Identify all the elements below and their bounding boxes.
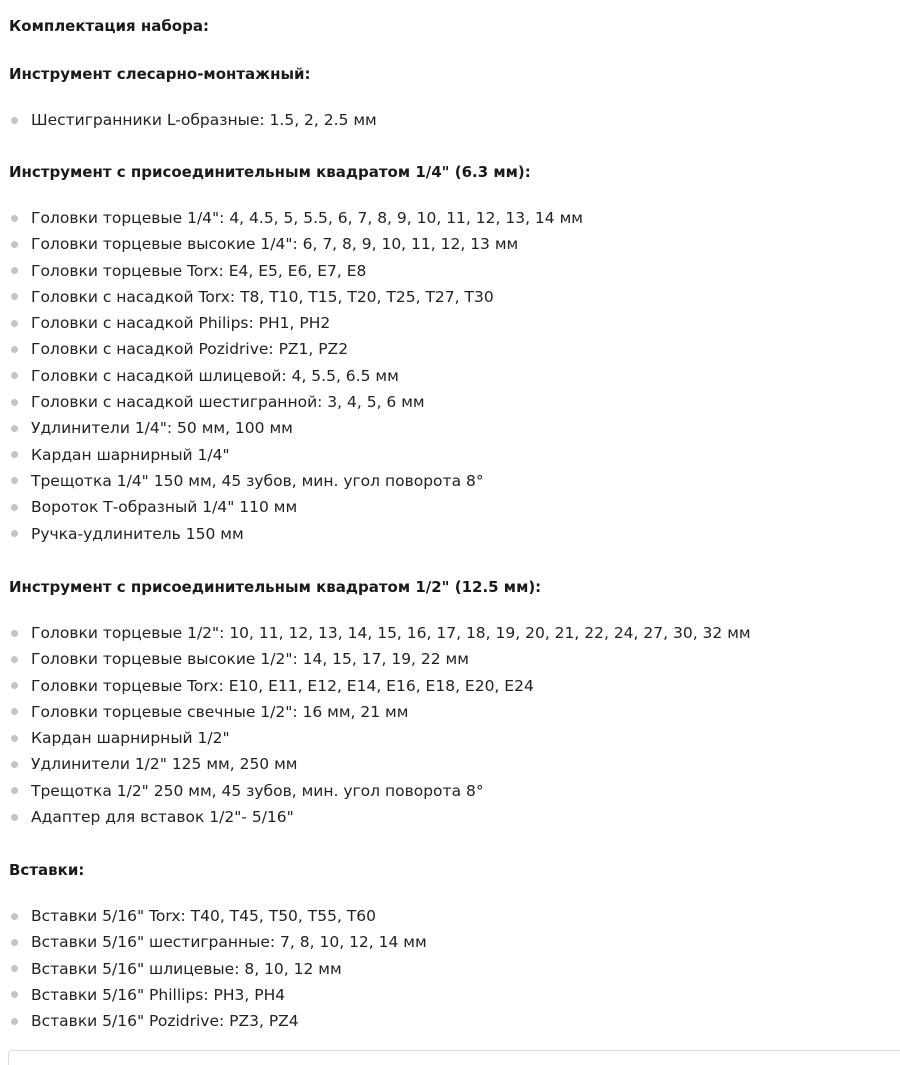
bullet-icon <box>11 787 18 794</box>
section-heading-bits: Вставки: <box>9 861 85 879</box>
bullet-icon <box>11 293 18 300</box>
bullet-icon <box>11 215 18 222</box>
list-item <box>0 751 751 777</box>
list-half-inch <box>0 620 751 830</box>
bullet-icon <box>11 708 18 715</box>
list-item-text: Головки торцевые 1/4": 4, 4.5, 5, 5.5, 6, 7, 8, 9, 10, 11, 12, 13, 14 мм <box>31 209 583 227</box>
list-item <box>0 205 583 231</box>
list-item <box>0 646 751 672</box>
bullet-icon <box>11 735 18 742</box>
list-locksmith-tools <box>0 107 377 133</box>
list-item <box>0 310 583 336</box>
list-item <box>0 494 583 520</box>
list-item-text: Ручка-удлинитель 150 мм <box>31 524 244 543</box>
list-item <box>0 336 583 362</box>
bullet-icon <box>11 814 18 821</box>
list-item-text: Шестигранники L-образные: 1.5, 2, 2.5 мм <box>31 111 377 129</box>
list-item-text: Кардан шарнирный 1/4" <box>31 445 230 464</box>
next-block-border <box>8 1050 900 1065</box>
list-item-text: Вставки 5/16" Pozidrive: PZ3, PZ4 <box>31 1012 299 1031</box>
list-item-text: Вставки 5/16" Phillips: PH3, PH4 <box>31 985 286 1004</box>
list-item <box>0 929 427 955</box>
list-item-text: Головки торцевые высокие 1/4": 6, 7, 8, 9, 10, 11, 12, 13 мм <box>31 235 519 254</box>
section-heading-locksmith-tools: Инструмент слесарно-монтажный: <box>9 65 311 83</box>
bullet-icon <box>11 530 18 537</box>
list-item-text: Кардан шарнирный 1/2" <box>31 729 230 748</box>
list-item-text: Вставки 5/16" Torx: T40, T45, T50, T55, T60 <box>31 907 377 925</box>
list-item <box>0 258 583 284</box>
list-item-text: Адаптер для вставок 1/2"- 5/16" <box>31 808 294 827</box>
page-title: Комплектация набора: <box>9 17 209 35</box>
list-item <box>0 956 427 982</box>
list-item-text: Головки торцевые высокие 1/2": 14, 15, 17, 19, 22 мм <box>31 650 469 669</box>
bullet-icon <box>11 451 18 458</box>
list-item-text: Головки с насадкой шлицевой: 4, 5.5, 6.5 мм <box>31 366 399 385</box>
bullet-icon <box>11 346 18 353</box>
bullet-icon <box>11 372 18 379</box>
list-item <box>0 1008 427 1034</box>
list-item <box>0 231 583 257</box>
bullet-icon <box>11 991 18 998</box>
list-item-text: Головки с насадкой Philips: PH1, PH2 <box>31 314 331 333</box>
bullet-icon <box>11 267 18 274</box>
list-item <box>0 778 751 804</box>
list-item-text: Трещотка 1/2" 250 мм, 45 зубов, мин. угол поворота 8° <box>31 781 484 800</box>
bullet-icon <box>11 1018 18 1025</box>
list-item-text: Удлинители 1/2" 125 мм, 250 мм <box>31 755 298 774</box>
list-item <box>0 620 751 646</box>
list-item-text: Трещотка 1/4" 150 мм, 45 зубов, мин. угол поворота 8° <box>31 471 484 490</box>
bullet-icon <box>11 913 18 920</box>
list-item-text: Головки торцевые свечные 1/2": 16 мм, 21 мм <box>31 702 409 721</box>
list-item-text: Вороток Т-образный 1/4" 110 мм <box>31 498 298 517</box>
section-heading-quarter-inch: Инструмент с присоединительным квадратом 1/4" (6.3 мм): <box>9 163 531 181</box>
list-item-text: Вставки 5/16" шестигранные: 7, 8, 10, 12, 14 мм <box>31 933 427 952</box>
list-item <box>0 468 583 494</box>
bullet-icon <box>11 630 18 637</box>
list-item <box>0 389 583 415</box>
list-item-text: Вставки 5/16" шлицевые: 8, 10, 12 мм <box>31 959 342 978</box>
bullet-icon <box>11 682 18 689</box>
list-item <box>0 442 583 468</box>
list-item-text: Удлинители 1/4": 50 мм, 100 мм <box>31 419 293 438</box>
bullet-icon <box>11 656 18 663</box>
list-item <box>0 107 377 133</box>
list-quarter-inch <box>0 205 583 547</box>
list-item <box>0 415 583 441</box>
bullet-icon <box>11 761 18 768</box>
list-item <box>0 673 751 699</box>
bullet-icon <box>11 965 18 972</box>
list-bits <box>0 903 427 1034</box>
bullet-icon <box>11 477 18 484</box>
list-item-text: Головки с насадкой Torx: T8, T10, T15, T20, T25, T27, T30 <box>31 287 494 306</box>
bullet-icon <box>11 399 18 406</box>
bullet-icon <box>11 320 18 327</box>
list-item-text: Головки с насадкой Pozidrive: PZ1, PZ2 <box>31 340 349 359</box>
bullet-icon <box>11 504 18 511</box>
list-item-text: Головки торцевые 1/2": 10, 11, 12, 13, 14, 15, 16, 17, 18, 19, 20, 21, 22, 24, 27, 30, 32 мм <box>31 624 751 642</box>
list-item <box>0 699 751 725</box>
bullet-icon <box>11 939 18 946</box>
list-item <box>0 284 583 310</box>
bullet-icon <box>11 425 18 432</box>
list-item <box>0 725 751 751</box>
bullet-icon <box>11 241 18 248</box>
list-item-text: Головки торцевые Torx: E4, E5, E6, E7, E8 <box>31 261 367 280</box>
list-item <box>0 804 751 830</box>
list-item <box>0 982 427 1008</box>
list-item <box>0 521 583 547</box>
section-heading-half-inch: Инструмент с присоединительным квадратом 1/2" (12.5 мм): <box>9 578 542 596</box>
list-item <box>0 363 583 389</box>
list-item-text: Головки с насадкой шестигранной: 3, 4, 5, 6 мм <box>31 393 425 412</box>
list-item-text: Головки торцевые Torx: E10, E11, E12, E14, E16, E18, E20, E24 <box>31 676 534 695</box>
list-item <box>0 903 427 929</box>
bullet-icon <box>11 117 18 124</box>
